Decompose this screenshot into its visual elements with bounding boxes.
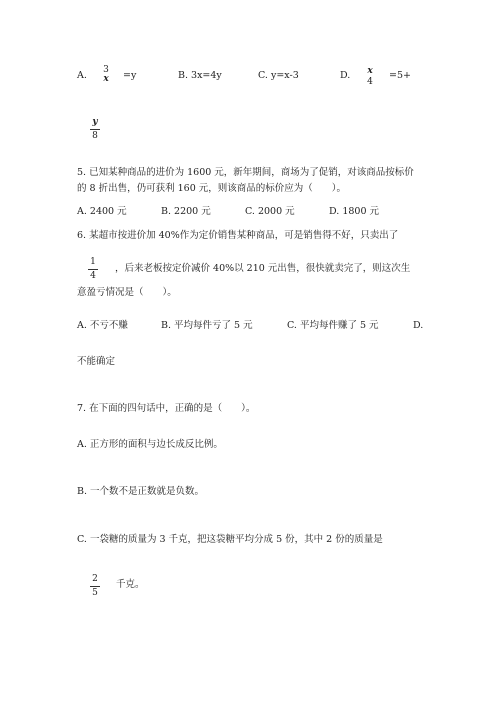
q7-option-c: C. 一袋糖的质量为 3 千克，把这袋糖平均分成 5 份，其中 2 份的质量是 <box>77 534 383 545</box>
q6-stem-line-2: ，后来老板按定价减价 40%以 210 元出售，很快就卖完了，则这次生 <box>115 263 411 274</box>
fraction-numerator: 2 <box>92 574 98 584</box>
q4-option-a-fraction <box>101 66 111 84</box>
q6-option-d: D. <box>413 320 424 331</box>
fraction-denominator: 4 <box>367 77 373 87</box>
q4-option-d-label: D. <box>340 70 351 81</box>
fraction-denominator: x <box>103 74 109 84</box>
fraction-bar <box>90 129 100 130</box>
q6-option-d-text: 不能确定 <box>77 356 116 367</box>
fraction-denominator: 4 <box>90 271 96 281</box>
fraction-denominator: 5 <box>92 588 98 598</box>
q5-option-a: A. 2400 元 <box>77 206 127 217</box>
q6-fraction <box>88 258 98 281</box>
q5-option-d: D. 1800 元 <box>329 206 380 217</box>
q4-option-c: C. y=x-3 <box>258 70 299 81</box>
q4-option-a-suffix: =y <box>123 70 137 81</box>
fraction-numerator: 1 <box>90 257 96 267</box>
fraction-bar <box>88 269 98 270</box>
q6-stem-line-3: 意盈亏情况是（ ）。 <box>77 287 177 298</box>
q5-stem-line-1: 5. 已知某种商品的进价为 1600 元，新年期间，商场为了促销，对该商品按标价 <box>77 167 414 178</box>
fraction-bar <box>90 586 100 587</box>
q5-option-b: B. 2200 元 <box>161 206 211 217</box>
q6-option-c: C. 平均每件赚了 5 元 <box>287 320 379 331</box>
fraction-numerator: x <box>367 66 373 76</box>
q4-option-a-label: A. <box>77 70 87 81</box>
q4-option-d-fraction-2 <box>90 118 100 141</box>
fraction-denominator: 8 <box>92 131 98 141</box>
q7-option-a: A. 正方形的面积与边长成反比例。 <box>77 439 223 450</box>
q6-option-a: A. 不亏不赚 <box>77 320 128 331</box>
q7-option-c-fraction <box>90 575 100 598</box>
q7-stem: 7. 在下面的四句话中，正确的是（ ）。 <box>77 403 256 414</box>
q6-option-b: B. 平均每件亏了 5 元 <box>161 320 253 331</box>
q6-stem-line-1: 6. 某超市按进价加 40%作为定价销售某种商品，可是销售得不好，只卖出了 <box>77 230 399 241</box>
fraction-numerator: y <box>92 117 98 127</box>
q4-option-b: B. 3x=4y <box>178 70 222 81</box>
q4-option-d-fraction <box>365 67 375 87</box>
q7-option-b: B. 一个数不是正数就是负数。 <box>77 486 205 497</box>
q4-option-d-suffix: =5+ <box>389 70 411 81</box>
q5-stem-line-2: 的 8 折出售，仍可获利 160 元，则该商品的标价应为（ ）。 <box>77 183 347 194</box>
q7-option-c-suffix: 千克。 <box>116 579 145 590</box>
q5-option-c: C. 2000 元 <box>245 206 295 217</box>
fraction-numerator: 3 <box>103 65 109 75</box>
